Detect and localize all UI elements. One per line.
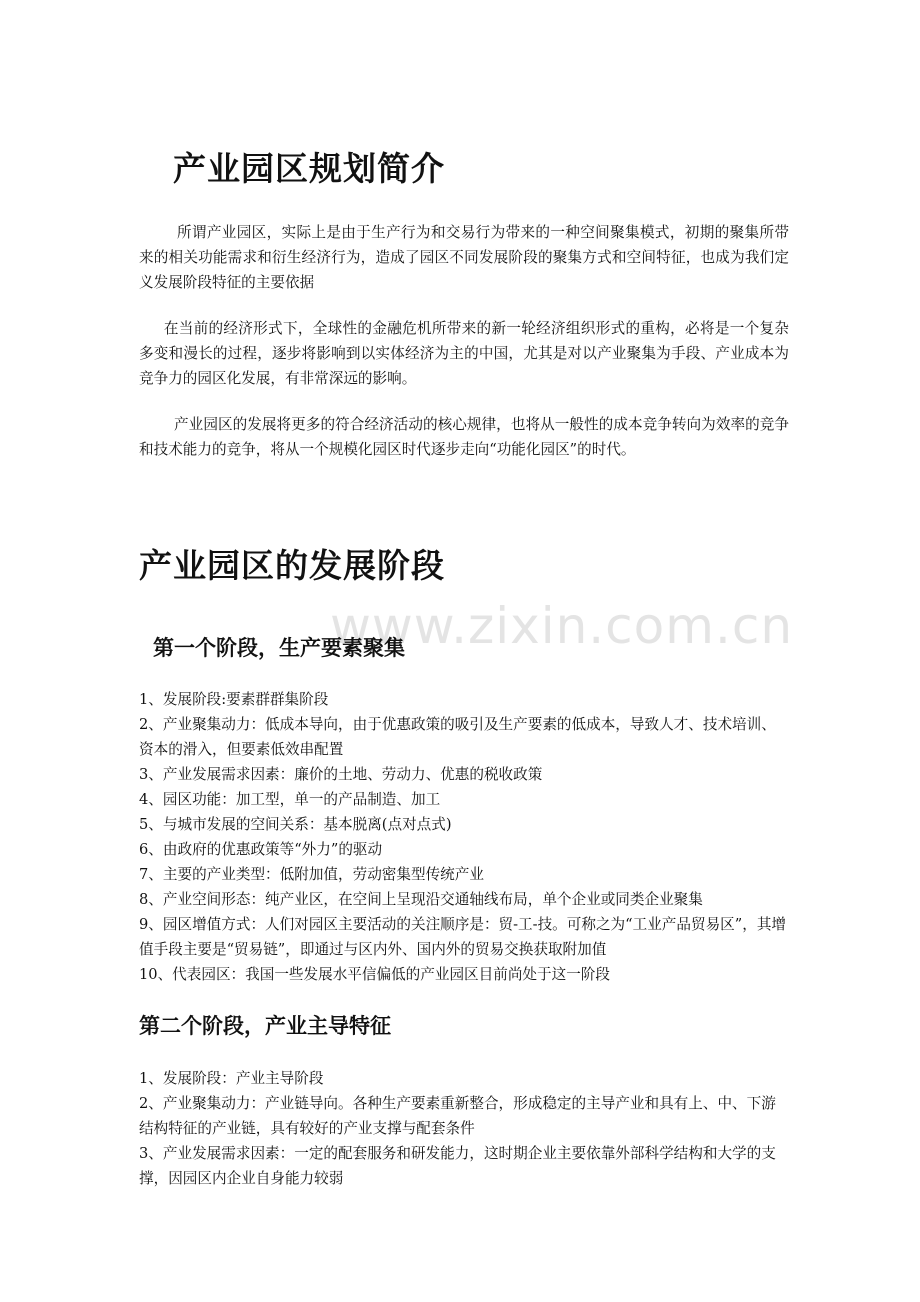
- list-item: 10、代表园区：我国一些发展水平信偏低的产业园区目前尚处于这一阶段: [139, 966, 610, 983]
- intro-paragraph-1: 所谓产业园区，实际上是由于生产行为和交易行为带来的一种空间聚集模式，初期的聚集所带来的相关功能需求和衍生经济行为，造成了园区不同发展阶段的聚集方式和空间特征，也成为我们定义发展阶段特征的主要依据: [139, 224, 789, 291]
- stage1-title: 第一个阶段，生产要素聚集: [153, 636, 405, 660]
- watermark: www.zixin.com.cn: [330, 597, 794, 655]
- list-item: 5、与城市发展的空间关系：基本脱离(点对点式): [139, 816, 452, 833]
- list-item: 6、由政府的优惠政策等“外力”的驱动: [139, 841, 383, 858]
- list-item: 1、发展阶段：产业主导阶段: [139, 1070, 324, 1087]
- stage2-list: [139, 1066, 789, 1191]
- list-item: 8、产业空间形态：纯产业区，在空间上呈现沿交通轴线布局，单个企业或同类企业聚集: [139, 891, 703, 908]
- list-item: 7、主要的产业类型：低附加值，劳动密集型传统产业: [139, 866, 484, 883]
- list-item: 4、园区功能：加工型，单一的产品制造、加工: [139, 791, 441, 808]
- list-item: 1、发展阶段:要素群群集阶段: [139, 691, 329, 708]
- stage2-title: 第二个阶段，产业主导特征: [139, 1014, 391, 1038]
- stage1-list: [139, 687, 789, 987]
- section-title: 产业园区的发展阶段: [139, 546, 445, 585]
- list-item: 2、产业聚集动力：产业链导向。各种生产要素重新整合，形成稳定的主导产业和具有上、中、下游结构特征的产业链，具有较好的产业支撑与配套条件: [139, 1095, 776, 1137]
- document-title: 产业园区规划简介: [173, 149, 445, 188]
- list-item: 2、产业聚集动力：低成本导向，由于优惠政策的吸引及生产要素的低成本，导致人才、技术培训、资本的滑入，但要素低效串配置: [139, 716, 776, 758]
- list-item: 9、园区增值方式：人们对园区主要活动的关注顺序是：贸-工-技。可称之为“工业产品贸易区”，其增值手段主要是“贸易链”，即通过与区内外、国内外的贸易交换获取附加值: [139, 916, 787, 958]
- intro-paragraph-3: 产业园区的发展将更多的符合经济活动的核心规律，也将从一般性的成本竞争转向为效率的竞争和技术能力的竞争，将从一个规模化园区时代逐步走向“功能化园区”的时代。: [139, 416, 789, 458]
- list-item: 3、产业发展需求因素：廉价的土地、劳动力、优惠的税收政策: [139, 766, 543, 783]
- list-item: 3、产业发展需求因素：一定的配套服务和研发能力，这时期企业主要依靠外部科学结构和大学的支撑，因园区内企业自身能力较弱: [139, 1145, 776, 1187]
- intro-paragraph-2: 在当前的经济形式下，全球性的金融危机所带来的新一轮经济组织形式的重构，必将是一个复杂多变和漫长的过程，逐步将影响到以实体经济为主的中国，尤其是对以产业聚集为手段、产业成本为竞争力的园区化发展，有非常深远的影响。: [139, 320, 789, 387]
